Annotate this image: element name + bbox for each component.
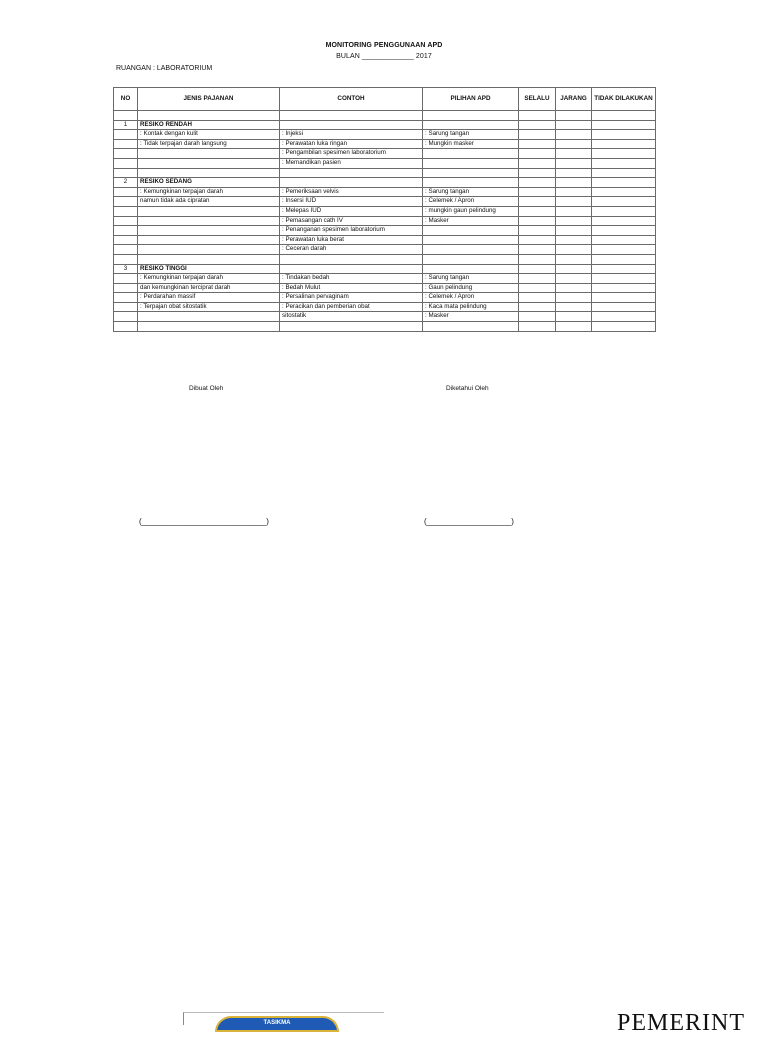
cell-jenis-pajanan — [138, 245, 280, 255]
cell-selalu — [519, 178, 556, 188]
cell-jarang — [556, 216, 592, 226]
cell-jarang — [556, 168, 592, 178]
cell-tidak-dilakukan — [592, 187, 656, 197]
cell-selalu — [519, 312, 556, 322]
document-month: BULAN _____________ 2017 — [336, 53, 432, 60]
table-row — [114, 302, 656, 312]
cell-selalu — [519, 187, 556, 197]
header-no: NO — [114, 88, 138, 111]
cell-contoh: : Pengambilan spesimen laboratorium — [280, 149, 423, 159]
cell-jenis-pajanan: : Tidak terpajan darah langsung — [138, 139, 280, 149]
cell-jarang — [556, 187, 592, 197]
cell-pilihan-apd: : mungkin gaun pelindung — [423, 206, 519, 216]
table-row — [114, 130, 656, 140]
table-row — [114, 158, 656, 168]
table-group-row — [114, 120, 656, 130]
cell-no — [114, 302, 138, 312]
cell-jarang — [556, 264, 592, 274]
cell-jenis-pajanan: RESIKO SEDANG — [138, 178, 280, 188]
cell-tidak-dilakukan — [592, 254, 656, 264]
cell-tidak-dilakukan — [592, 274, 656, 284]
table-row — [114, 168, 656, 178]
cell-contoh: : Injeksi — [280, 130, 423, 140]
table-row — [114, 312, 656, 322]
cell-pilihan-apd: : Kaca mata pelindung — [423, 302, 519, 312]
cell-tidak-dilakukan — [592, 245, 656, 255]
cell-selalu — [519, 139, 556, 149]
cell-tidak-dilakukan — [592, 206, 656, 216]
table-row — [114, 322, 656, 332]
cell-selalu — [519, 293, 556, 303]
cell-contoh — [280, 120, 423, 130]
cell-jenis-pajanan — [138, 206, 280, 216]
cell-no — [114, 254, 138, 264]
cell-tidak-dilakukan — [592, 216, 656, 226]
cell-selalu — [519, 264, 556, 274]
cell-pilihan-apd: : Masker — [423, 312, 519, 322]
cell-no — [114, 187, 138, 197]
cell-contoh: : Perawatan luka ringan — [280, 139, 423, 149]
cell-no — [114, 139, 138, 149]
cell-jarang — [556, 274, 592, 284]
cell-no — [114, 206, 138, 216]
cell-jarang — [556, 283, 592, 293]
cell-jenis-pajanan: RESIKO RENDAH — [138, 120, 280, 130]
table-row — [114, 293, 656, 303]
cell-selalu — [519, 111, 556, 121]
cell-jarang — [556, 111, 592, 121]
cell-jenis-pajanan: : Kemungkinan terpajan darah — [138, 274, 280, 284]
cell-contoh — [280, 322, 423, 332]
table-group-row — [114, 264, 656, 274]
cell-pilihan-apd — [423, 245, 519, 255]
room-label: RUANGAN : LABORATORIUM — [116, 65, 213, 72]
cell-contoh — [280, 178, 423, 188]
cell-jenis-pajanan — [138, 168, 280, 178]
cell-no — [114, 235, 138, 245]
cell-tidak-dilakukan — [592, 226, 656, 236]
cell-pilihan-apd — [423, 264, 519, 274]
table-row — [114, 235, 656, 245]
cell-contoh — [280, 254, 423, 264]
cell-contoh: : Pemeriksaan velvis — [280, 187, 423, 197]
header-selalu: SELALU — [519, 88, 556, 111]
cell-jenis-pajanan — [138, 158, 280, 168]
header-contoh: CONTOH — [280, 88, 423, 111]
cell-contoh — [280, 168, 423, 178]
cell-jarang — [556, 245, 592, 255]
cell-no — [114, 322, 138, 332]
cell-contoh: : Perawatan luka berat — [280, 235, 423, 245]
cell-no: 3 — [114, 264, 138, 274]
cell-pilihan-apd — [423, 226, 519, 236]
cell-pilihan-apd: : Sarung tangan — [423, 130, 519, 140]
made-by-label: Dibuat Oleh — [189, 385, 224, 392]
cell-jarang — [556, 322, 592, 332]
table-row — [114, 111, 656, 121]
cell-no — [114, 226, 138, 236]
cell-pilihan-apd — [423, 322, 519, 332]
cell-jarang — [556, 139, 592, 149]
cell-contoh — [280, 264, 423, 274]
government-heading: PEMERINT — [617, 1010, 745, 1036]
cell-pilihan-apd — [423, 120, 519, 130]
cell-pilihan-apd: : Masker — [423, 216, 519, 226]
cell-jarang — [556, 178, 592, 188]
table-row — [114, 274, 656, 284]
cell-contoh: : Melepas IUD — [280, 206, 423, 216]
table-row — [114, 187, 656, 197]
cell-pilihan-apd — [423, 178, 519, 188]
cell-pilihan-apd: : Sarung tangan — [423, 274, 519, 284]
table-group-row — [114, 178, 656, 188]
table-header-row — [114, 88, 656, 111]
cell-jenis-pajanan: : Perdarahan massif — [138, 293, 280, 303]
cell-selalu — [519, 245, 556, 255]
table-row — [114, 245, 656, 255]
cell-jenis-pajanan: : Terpajan obat sitostatik — [138, 302, 280, 312]
cell-pilihan-apd: : Gaun pelindung — [423, 283, 519, 293]
cell-no — [114, 168, 138, 178]
cell-no — [114, 274, 138, 284]
cell-contoh: : Penanganan spesimen laboratorium — [280, 226, 423, 236]
cell-jarang — [556, 293, 592, 303]
cell-pilihan-apd — [423, 158, 519, 168]
cell-jenis-pajanan: RESIKO TINGGI — [138, 264, 280, 274]
cell-jarang — [556, 158, 592, 168]
cell-jenis-pajanan: namun tidak ada cipratan — [138, 197, 280, 207]
cell-jarang — [556, 302, 592, 312]
cell-tidak-dilakukan — [592, 149, 656, 159]
cell-jenis-pajanan — [138, 254, 280, 264]
header-pilihan-apd: PILIHAN APD — [423, 88, 519, 111]
cell-selalu — [519, 254, 556, 264]
cell-jarang — [556, 254, 592, 264]
cell-tidak-dilakukan — [592, 197, 656, 207]
table-row — [114, 254, 656, 264]
acknowledged-by-label: Diketahui Oleh — [446, 385, 489, 392]
cell-selalu — [519, 302, 556, 312]
cell-selalu — [519, 216, 556, 226]
cell-contoh: : Peracikan dan pemberian obat — [280, 302, 423, 312]
cell-tidak-dilakukan — [592, 264, 656, 274]
table-row — [114, 149, 656, 159]
cell-tidak-dilakukan — [592, 111, 656, 121]
cell-jenis-pajanan: : Kemungkinan terpajan darah — [138, 187, 280, 197]
cell-no — [114, 149, 138, 159]
cell-pilihan-apd: : Celemek / Apron — [423, 197, 519, 207]
cell-no — [114, 130, 138, 140]
cell-selalu — [519, 120, 556, 130]
table-row — [114, 283, 656, 293]
cell-tidak-dilakukan — [592, 130, 656, 140]
cell-pilihan-apd: : Sarung tangan — [423, 187, 519, 197]
table-row — [114, 226, 656, 236]
cell-pilihan-apd — [423, 254, 519, 264]
cell-contoh: : Bedah Mulut — [280, 283, 423, 293]
cell-no — [114, 158, 138, 168]
cell-tidak-dilakukan — [592, 283, 656, 293]
cell-no — [114, 111, 138, 121]
cell-jarang — [556, 197, 592, 207]
table-row — [114, 216, 656, 226]
cell-selalu — [519, 197, 556, 207]
cell-tidak-dilakukan — [592, 168, 656, 178]
cell-jarang — [556, 226, 592, 236]
cell-selalu — [519, 235, 556, 245]
made-by-signature-line: (____________________________) — [139, 517, 269, 526]
cell-selalu — [519, 226, 556, 236]
cell-jenis-pajanan — [138, 216, 280, 226]
regency-logo: TASIKMA — [215, 1016, 339, 1032]
cell-contoh: : Ceceran darah — [280, 245, 423, 255]
table-body — [114, 111, 656, 332]
cell-tidak-dilakukan — [592, 312, 656, 322]
cell-selalu — [519, 158, 556, 168]
cell-pilihan-apd — [423, 235, 519, 245]
table-row — [114, 197, 656, 207]
cell-pilihan-apd — [423, 168, 519, 178]
cell-contoh: : Persalinan pervaginam — [280, 293, 423, 303]
apd-monitoring-table — [113, 87, 656, 332]
cell-pilihan-apd: : Mungkin masker — [423, 139, 519, 149]
cell-jarang — [556, 130, 592, 140]
document-title: MONITORING PENGGUNAAN APD — [325, 42, 443, 49]
cell-tidak-dilakukan — [592, 120, 656, 130]
cell-jenis-pajanan — [138, 111, 280, 121]
header-tidak-dilakukan: TIDAK DILAKUKAN — [592, 88, 656, 111]
header-jarang: JARANG — [556, 88, 592, 111]
cell-selalu — [519, 206, 556, 216]
cell-jarang — [556, 206, 592, 216]
cell-jenis-pajanan: : Kontak dengan kulit — [138, 130, 280, 140]
cell-contoh: : Insersi IUD — [280, 197, 423, 207]
cell-no — [114, 216, 138, 226]
cell-contoh: sitostatik — [280, 312, 423, 322]
cell-no — [114, 245, 138, 255]
cell-jenis-pajanan — [138, 226, 280, 236]
cell-no — [114, 312, 138, 322]
cell-pilihan-apd — [423, 149, 519, 159]
cell-no — [114, 283, 138, 293]
cell-tidak-dilakukan — [592, 302, 656, 312]
cell-contoh: : Tindakan bedah — [280, 274, 423, 284]
cell-tidak-dilakukan — [592, 158, 656, 168]
cell-contoh — [280, 111, 423, 121]
cell-jarang — [556, 235, 592, 245]
cell-jenis-pajanan — [138, 235, 280, 245]
cell-jenis-pajanan — [138, 149, 280, 159]
cell-tidak-dilakukan — [592, 235, 656, 245]
cell-jarang — [556, 120, 592, 130]
cell-no: 2 — [114, 178, 138, 188]
header-jenis-pajanan: JENIS PAJANAN — [138, 88, 280, 111]
cell-tidak-dilakukan — [592, 139, 656, 149]
cell-jarang — [556, 312, 592, 322]
cell-pilihan-apd: : Celemek / Apron — [423, 293, 519, 303]
cell-jarang — [556, 149, 592, 159]
cell-selalu — [519, 149, 556, 159]
cell-selalu — [519, 322, 556, 332]
cell-selalu — [519, 274, 556, 284]
cell-no — [114, 293, 138, 303]
cell-pilihan-apd — [423, 111, 519, 121]
cell-jenis-pajanan — [138, 312, 280, 322]
cell-jenis-pajanan: dan kemungkinan terciprat darah — [138, 283, 280, 293]
table-row — [114, 139, 656, 149]
cell-tidak-dilakukan — [592, 293, 656, 303]
cell-no: 1 — [114, 120, 138, 130]
acknowledged-by-signature-line: (___________________) — [424, 517, 514, 526]
cell-tidak-dilakukan — [592, 178, 656, 188]
cell-selalu — [519, 168, 556, 178]
cell-no — [114, 197, 138, 207]
cell-contoh: : Memandikan pasien — [280, 158, 423, 168]
table-row — [114, 206, 656, 216]
cell-tidak-dilakukan — [592, 322, 656, 332]
cell-jenis-pajanan — [138, 322, 280, 332]
cell-selalu — [519, 283, 556, 293]
cell-selalu — [519, 130, 556, 140]
cell-contoh: : Pemasangan cath IV — [280, 216, 423, 226]
